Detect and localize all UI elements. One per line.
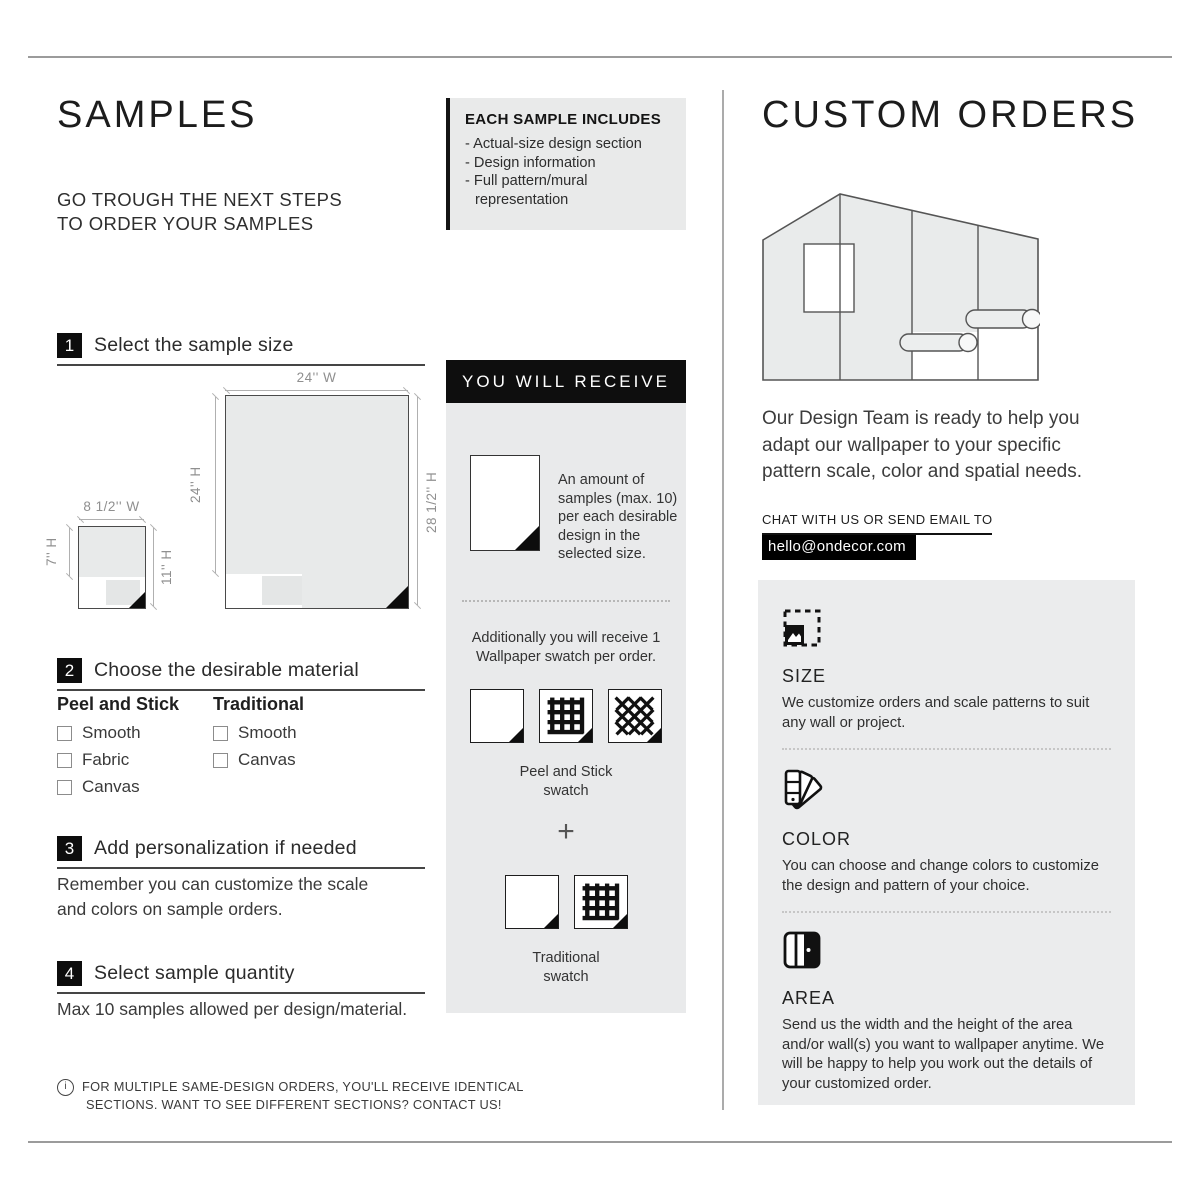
chat-row (762, 511, 992, 560)
material-option[interactable] (57, 750, 207, 770)
material-group-peel (57, 694, 207, 804)
large-sample-height-right-label: 28 1/2'' H (424, 471, 439, 534)
additional-swatch-text: Additionally you will receive 1 Wallpaper swatch per order. (471, 630, 661, 665)
small-sample-width-label: 8 1/2'' W (83, 499, 140, 514)
area-icon (782, 930, 822, 970)
checkbox-fabric[interactable] (57, 753, 72, 768)
includes-item: - Full pattern/mural representation (465, 173, 588, 208)
crosshatch-swatch-icon (608, 689, 662, 743)
large-sample-height-left-label: 24'' H (188, 466, 203, 504)
custom-intro (762, 406, 1082, 486)
swatch-fold-corner (509, 728, 523, 742)
footer-note-text (82, 1078, 524, 1113)
step3-note-line1: Remember you can customize the scale (57, 874, 369, 894)
size-icon (782, 608, 822, 648)
wallpaper-roll-right (966, 310, 1040, 329)
custom-orders-title: CUSTOM ORDERS (762, 94, 1139, 136)
includes-title: EACH SAMPLE INCLUDES (465, 111, 662, 128)
crosshatch-pattern (609, 690, 660, 741)
custom-intro-line3: pattern scale, color and spatial needs. (762, 461, 1083, 482)
checkbox-smooth[interactable] (57, 726, 72, 741)
grid-swatch-icon (539, 689, 593, 743)
small-sample-width-dim (79, 519, 144, 520)
color-icon (782, 767, 826, 811)
option-label: Canvas (238, 750, 296, 769)
step3-note (57, 872, 437, 922)
small-sample-height-left-label: 7'' H (44, 537, 59, 567)
plus-sign: + (557, 815, 575, 848)
small-sample-left-dim (69, 528, 70, 576)
material-group-traditional (213, 694, 363, 777)
step1-label: Select the sample size (94, 334, 294, 356)
large-sample-fold-corner (386, 586, 408, 608)
top-rule (28, 56, 1172, 58)
email-link[interactable]: hello@ondecor.com (762, 535, 916, 560)
color-text: You can choose and change colors to customize the design and pattern of your choice. (782, 858, 1099, 894)
large-sample-right-dim (417, 397, 418, 605)
traditional-swatch-label-line1: Traditional (532, 950, 600, 966)
option-label: Fabric (82, 750, 130, 769)
dotted-divider (782, 748, 1111, 750)
step4-number: 4 (57, 961, 82, 986)
peel-swatch-label-line1: Peel and Stick (519, 764, 613, 780)
step4-label: Select sample quantity (94, 962, 295, 984)
dotted-divider (462, 600, 670, 602)
blank-swatch-icon (470, 689, 524, 743)
area-text: Send us the width and the height of the area and/or wall(s) you want to wallpaper anytime. We will be happy to help you work out the details of your customized order. (782, 1017, 1105, 1092)
small-sample-pattern-square (106, 580, 140, 605)
small-sample-height-right-label: 11'' H (159, 549, 174, 585)
samples-intro-line2: TO ORDER YOUR SAMPLES (57, 213, 314, 234)
small-sample-right-dim (153, 528, 154, 606)
step2-number: 2 (57, 658, 82, 683)
dotted-divider (782, 911, 1111, 913)
small-sample-design-area (79, 527, 145, 577)
traditional-swatch-label-line2: swatch (543, 968, 589, 985)
samples-amount-text: An amount of samples (max. 10) per each desirable design in the selected size. (558, 472, 678, 562)
large-sample-pattern-square (262, 576, 302, 605)
samples-intro-line1: GO TROUGH THE NEXT STEPS (57, 189, 343, 210)
grid-pattern (540, 690, 591, 741)
blank-swatch-icon-traditional (505, 875, 559, 929)
step1-header (57, 333, 425, 366)
footer-note (57, 1078, 524, 1113)
area-title: AREA (782, 988, 836, 1008)
step3-note-line2: and colors on sample orders. (57, 899, 283, 919)
material-option[interactable] (213, 750, 363, 770)
custom-intro-line1: Our Design Team is ready to help you (762, 408, 1080, 429)
includes-item: - Actual-size design section (465, 136, 642, 152)
checkbox-canvas[interactable] (57, 780, 72, 795)
swatch-fold-corner (544, 914, 558, 928)
material-option[interactable] (57, 777, 207, 797)
step1-number: 1 (57, 333, 82, 358)
you-will-receive-panel (446, 403, 686, 1013)
color-title: COLOR (782, 829, 852, 849)
option-label: Smooth (82, 723, 141, 742)
grid-pattern (575, 876, 626, 927)
footer-note-line2: SECTIONS. WANT TO SEE DIFFERENT SECTIONS? CONTACT US! (86, 1096, 502, 1112)
custom-intro-line2: adapt our wallpaper to your specific (762, 434, 1061, 456)
each-sample-includes-box (446, 98, 686, 230)
material-option[interactable] (57, 723, 207, 743)
size-title: SIZE (782, 666, 827, 686)
traditional-swatch-label (446, 949, 686, 986)
step3-label: Add personalization if needed (94, 837, 357, 859)
wallpaper-wall-illustration (762, 192, 1040, 382)
samples-title: SAMPLES (57, 94, 258, 136)
grid-swatch-icon-traditional (574, 875, 628, 929)
column-divider (722, 90, 724, 1110)
option-label: Smooth (238, 723, 297, 742)
large-sample-width-label: 24'' W (296, 370, 337, 385)
wallpaper-roll-middle (900, 334, 977, 352)
peel-swatch-label-line2: swatch (543, 782, 589, 799)
large-sample-width-dim (225, 390, 408, 391)
peel-swatch-label (446, 763, 686, 800)
info-icon: i (57, 1079, 74, 1096)
custom-features-panel (758, 580, 1135, 1105)
samples-intro (57, 188, 342, 236)
sample-page-icon (470, 455, 540, 551)
step2-label: Choose the desirable material (94, 659, 359, 681)
step2-header (57, 658, 425, 691)
option-label: Canvas (82, 777, 140, 796)
material-option[interactable] (213, 723, 363, 743)
large-sample-left-dim (215, 397, 216, 573)
step3-number: 3 (57, 836, 82, 861)
traditional-title: Traditional (213, 694, 305, 714)
page-fold-corner (515, 526, 539, 550)
chat-label: CHAT WITH US OR SEND EMAIL TO (762, 512, 992, 535)
size-text: We customize orders and scale patterns to suit any wall or project. (782, 695, 1090, 731)
checkbox-canvas-traditional[interactable] (213, 753, 228, 768)
you-will-receive-header: YOU WILL RECEIVE (446, 360, 686, 403)
small-sample-diagram (78, 526, 146, 609)
step4-note: Max 10 samples allowed per design/material. (57, 999, 408, 1019)
large-sample-diagram (225, 395, 409, 609)
includes-item: - Design information (465, 154, 596, 171)
footer-note-line1: FOR MULTIPLE SAME-DESIGN ORDERS, YOU'LL RECEIVE IDENTICAL (82, 1079, 524, 1094)
bottom-rule (28, 1141, 1172, 1143)
step3-header (57, 836, 425, 869)
checkbox-smooth-traditional[interactable] (213, 726, 228, 741)
step4-header (57, 961, 425, 994)
peel-and-stick-title: Peel and Stick (57, 694, 180, 714)
